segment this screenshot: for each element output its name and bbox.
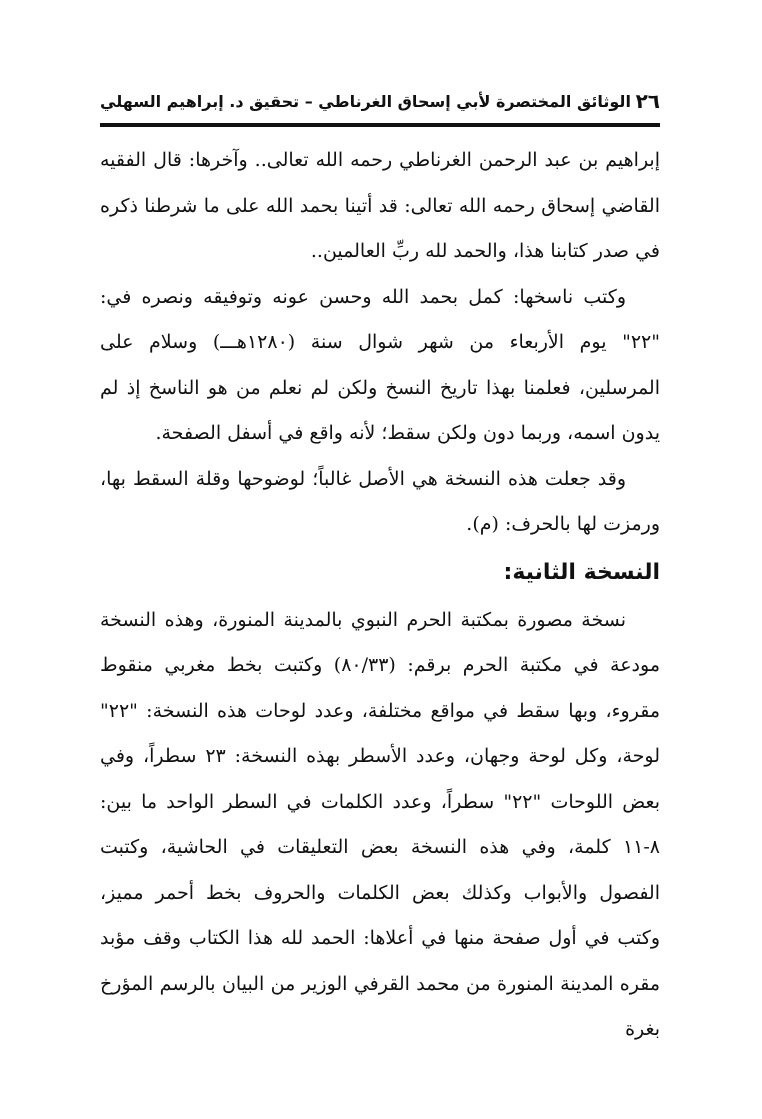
paragraph-1: إبراهيم بن عبد الرحمن الغرناطي رحمه الله تعالى.. وآخرها: قال الفقيه القاضي إسحاق رحمه الله تعالى: قد أتينا بحمد الله على ما شرطنا ذكره في صدر كتابنا هذا، والحمد لله ربِّ العالمين.. (100, 149, 660, 262)
section-heading: النسخة الثانية: (503, 559, 660, 585)
header-rule (100, 123, 660, 127)
paragraph-3: وقد جعلت هذه النسخة هي الأصل غالباً؛ لوضوحها وقلة السقط بها، ورمزت لها بالحرف: (م). (100, 467, 660, 535)
paragraph-2: وكتب ناسخها: كمل بحمد الله وحسن عونه وتوفيقه ونصره في: "٢٢" يوم الأربعاء من شهر شوال سنة (١٢٨٠هـــ) وسلام على المرسلين، فعلمنا بهذا تاريخ النسخ ولكن لم نعلم من هو الناسخ إذ لم يدون اسمه، وربما دون ولكن سقط؛ لأنه واقع في أسفل الصفحة. (100, 285, 660, 444)
page-header (100, 86, 660, 116)
page-number: ٢٦ (635, 89, 660, 113)
document-body (100, 138, 660, 1053)
running-title: الوثائق المختصرة لأبي إسحاق الغرناطي – تحقيق د. إبراهيم السهلي (100, 91, 631, 111)
paragraph-4: نسخة مصورة بمكتبة الحرم النبوي بالمدينة المنورة، وهذه النسخة مودعة في مكتبة الحرم برقم: (٨٠/٣٣) وكتبت بخط مغربي منقوط مقروء، وبها سقط في مواقع مختلفة، وعدد لوحات هذه النسخة: "٢٢" لوحة، وكل لوحة وجهان، وعدد الأسطر بهذه النسخة: ٢٣ سطراً، وفي بعض اللوحات "٢٢" سطراً، وعدد الكلمات في السطر الواحد ما بين: ٨-١١ كلمة، وفي هذه النسخة بعض التعليقات في الحاشية، وكتبت الفصول والأبواب وكذلك بعض الكلمات والحروف بخط أحمر مميز، وكتب في أول صفحة منها في أعلاها: الحمد لله هذا الكتاب وقف مؤبد مقره المدينة المنورة من محمد القرفي الوزير من البيان بالرسم المؤرخ بغرة (100, 608, 660, 1040)
